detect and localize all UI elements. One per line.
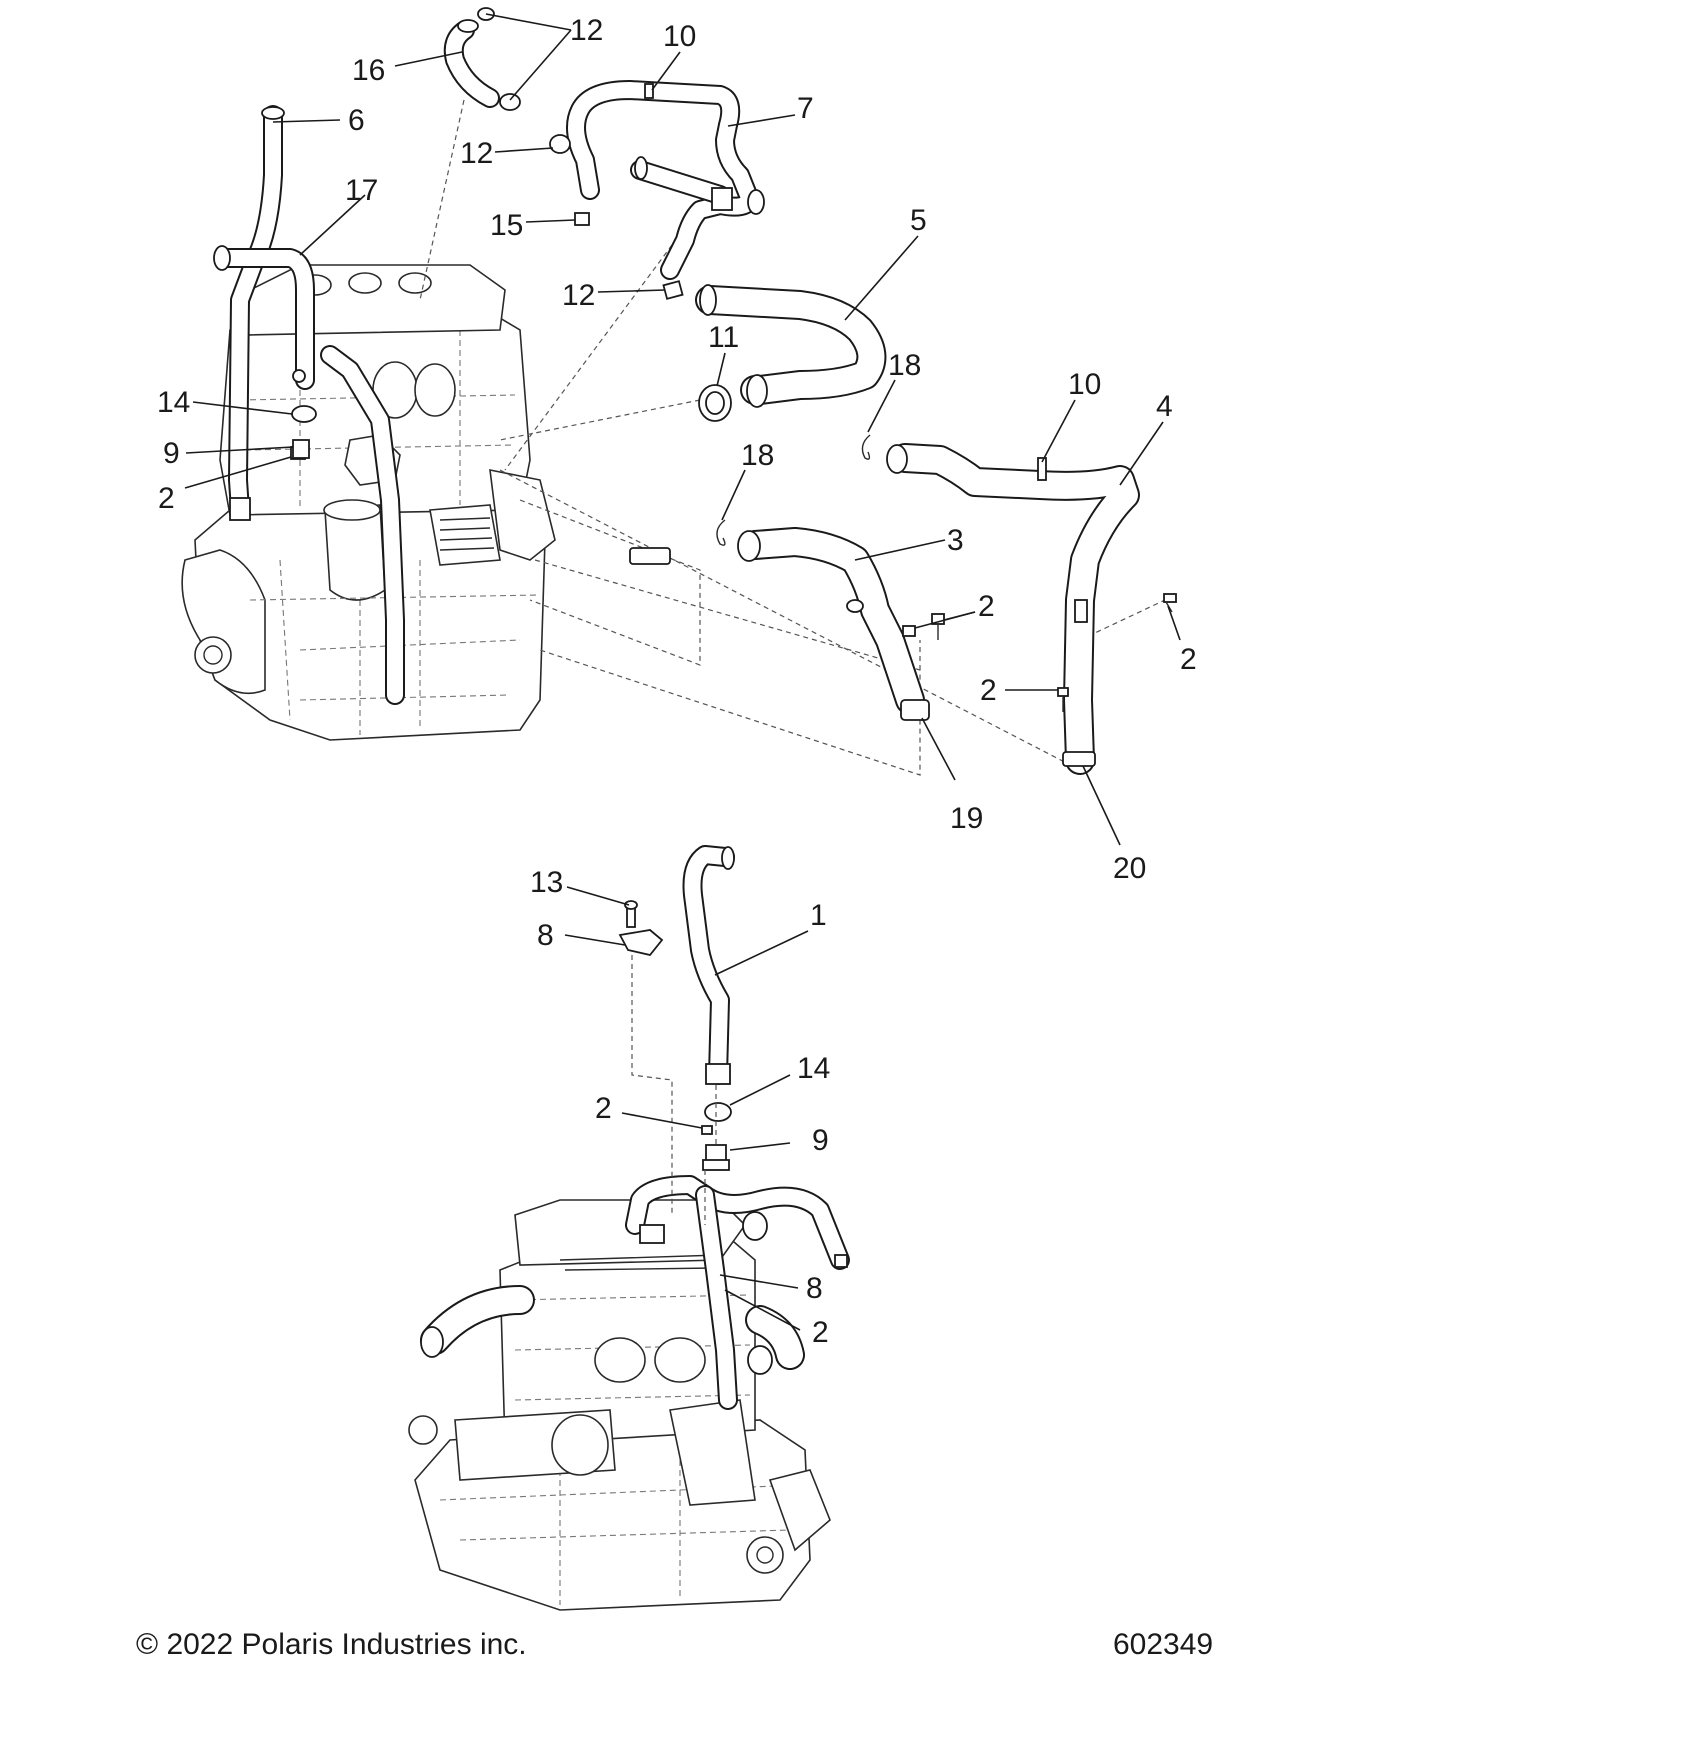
callout-16: 16 [352, 54, 386, 87]
callout-10-top: 10 [663, 20, 697, 53]
callout-17: 17 [345, 174, 379, 207]
callout-4: 4 [1156, 390, 1173, 423]
callout-14-bottom: 14 [797, 1052, 831, 1085]
callout-12-top: 12 [570, 14, 604, 47]
callout-7: 7 [797, 92, 814, 125]
callout-2-bottom: 2 [595, 1092, 612, 1125]
callout-11: 11 [708, 321, 740, 354]
callout-2-right: 2 [1180, 643, 1197, 676]
callout-1: 1 [810, 899, 827, 932]
hose-16 [454, 20, 490, 98]
callout-19: 19 [950, 802, 984, 835]
callout-12-low: 12 [562, 279, 596, 312]
callout-14-top: 14 [157, 386, 191, 419]
fitting-9-top [293, 440, 309, 458]
callout-13: 13 [530, 866, 564, 899]
bolt-2-bottom [702, 1126, 712, 1134]
sensor-part [630, 548, 670, 564]
clamp-14-top [292, 406, 316, 422]
hose-3 [738, 531, 929, 720]
diagram-number: 602349 [1113, 1628, 1214, 1661]
callout-12-mid: 12 [460, 137, 494, 170]
callout-8-bottom: 8 [806, 1272, 823, 1305]
callout-15: 15 [490, 209, 524, 242]
callout-2-bottom-eng: 2 [812, 1316, 829, 1349]
hose-1 [693, 847, 735, 1084]
callout-9-top: 9 [163, 437, 180, 470]
engine-lower [409, 1200, 830, 1610]
fitting-9-bottom [703, 1145, 729, 1170]
callout-5: 5 [910, 204, 927, 237]
clamp-15 [575, 213, 589, 225]
copyright-notice: © 2022 Polaris Industries inc. [136, 1628, 527, 1661]
hose-7 [576, 84, 764, 270]
clamp-12-mid [550, 135, 570, 153]
clip-18-lower [717, 520, 725, 545]
callout-2-pair: 2 [978, 590, 995, 623]
clamp-11 [699, 385, 731, 421]
bracket-8-top [620, 901, 662, 955]
callout-2-mid: 2 [980, 674, 997, 707]
callout-10-right: 10 [1068, 368, 1102, 401]
callout-8-top: 8 [537, 919, 554, 952]
clamp-12-low [663, 281, 682, 299]
callout-9-bottom: 9 [812, 1124, 829, 1157]
callout-2-left: 2 [158, 482, 175, 515]
callout-20: 20 [1113, 852, 1147, 885]
callout-18-lower: 18 [741, 439, 775, 472]
clip-18-upper [862, 435, 870, 459]
callout-18-upper: 18 [888, 349, 922, 382]
callout-6: 6 [348, 104, 365, 137]
clamp-14-bottom [705, 1103, 731, 1121]
callout-3: 3 [947, 524, 964, 557]
